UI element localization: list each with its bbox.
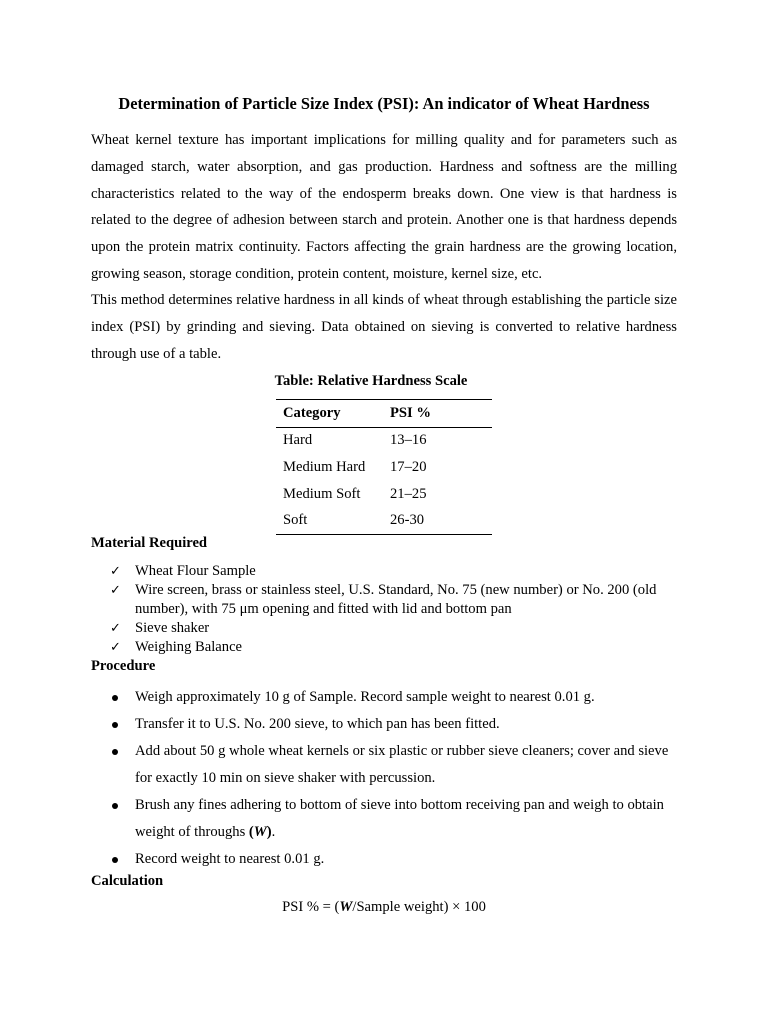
list-item-text: Add about 50 g whole wheat kernels or six plastic or rubber sieve cleaners; cover and sieve for exactly 10 min on sieve shaker with percussion. (135, 743, 669, 786)
document-title: Determination of Particle Size Index (PSI): An indicator of Wheat Hardness (118, 94, 650, 113)
table-row (276, 427, 492, 454)
checkmark-icon: ✓ (110, 621, 121, 636)
table-row (276, 507, 492, 534)
checkmark-icon: ✓ (110, 640, 121, 655)
table-cell-psi: 13–16 (390, 432, 427, 449)
step-text: Brush any fines adhering to bottom of sieve into bottom receiving pan and weigh to obtain weight of throughs (135, 797, 664, 840)
procedure-list (110, 684, 680, 873)
procedure-heading: Procedure (91, 658, 156, 674)
list-item (110, 638, 680, 657)
table-cell-category: Medium Soft (283, 485, 361, 502)
formula-variable: W (339, 899, 353, 915)
list-item (110, 711, 680, 738)
bullet-icon (112, 803, 118, 809)
list-item (110, 738, 680, 792)
checkmark-icon: ✓ (110, 564, 121, 579)
list-item (110, 792, 680, 846)
list-item-text: Wire screen, brass or stainless steel, U.S. Standard, No. 75 (new number) or No. 200 (old number), with 75 μm opening and fitted with lid and bottom pan (135, 582, 657, 617)
table-cell-category: Soft (283, 512, 308, 529)
column-header-category: Category (276, 400, 383, 428)
list-item (110, 846, 680, 873)
list-item-text: Transfer it to U.S. No. 200 sieve, to which pan has been fitted. (135, 716, 500, 732)
calculation-heading: Calculation (91, 873, 164, 889)
checkmark-icon: ✓ (110, 583, 121, 598)
psi-formula (0, 896, 768, 918)
list-item-text: Record weight to nearest 0.01 g. (135, 851, 325, 867)
table-cell-psi: 21–25 (390, 485, 427, 502)
table-cell-category: Medium Hard (283, 458, 366, 475)
list-item (110, 562, 680, 581)
list-item-text: Brush any fines adhering to bottom of sieve into bottom receiving pan and weigh to obtain weight of throughs (W). (135, 797, 664, 840)
weight-symbol: W (253, 824, 267, 840)
bullet-icon (112, 695, 118, 701)
table-header-row (276, 400, 492, 428)
list-item-text: Wheat Flour Sample (135, 563, 256, 579)
bullet-icon (112, 722, 118, 728)
hardness-scale-table (276, 399, 492, 535)
list-item-text: Sieve shaker (135, 620, 210, 636)
materials-heading: Material Required (91, 535, 208, 551)
intro-paragraph: Wheat kernel texture has important implications for milling quality and for parameters such as damaged starch, water absorption, and gas production. Hardness and softness are the milling characteristics related to the way of the endosperm breaks down. One view is that hardness is related to the degree of adhesion between starch and protein. Another one is that hardness depends upon the protein matrix continuity. Factors affecting the grain hardness are the growing location, growing season, storage condition, protein content, moisture, kernel size, etc. (91, 132, 677, 282)
list-item-text: Weigh approximately 10 g of Sample. Record sample weight to nearest 0.01 g. (135, 689, 595, 705)
bullet-icon (112, 749, 118, 755)
bullet-icon (112, 857, 118, 863)
table-cell-psi: 17–20 (390, 458, 427, 475)
table-row (276, 481, 492, 508)
method-paragraph: This method determines relative hardness in all kinds of wheat through establishing the particle size index (PSI) by grinding and sieving. Data obtained on sieving is converted to relative hardness through use of a table. (91, 292, 677, 362)
table-row (276, 454, 492, 481)
formula-prefix: PSI % = ( (282, 899, 340, 915)
materials-list (110, 562, 680, 657)
table-cell-psi: 26-30 (390, 512, 425, 529)
column-header-psi: PSI % (383, 400, 492, 428)
list-item (110, 619, 680, 638)
list-item (110, 581, 680, 619)
table-caption: Table: Relative Hardness Scale (274, 373, 468, 389)
table-cell-category: Hard (283, 432, 313, 449)
formula-suffix: /Sample weight) × 100 (352, 899, 486, 915)
list-item (110, 684, 680, 711)
list-item-text: Weighing Balance (135, 639, 243, 655)
